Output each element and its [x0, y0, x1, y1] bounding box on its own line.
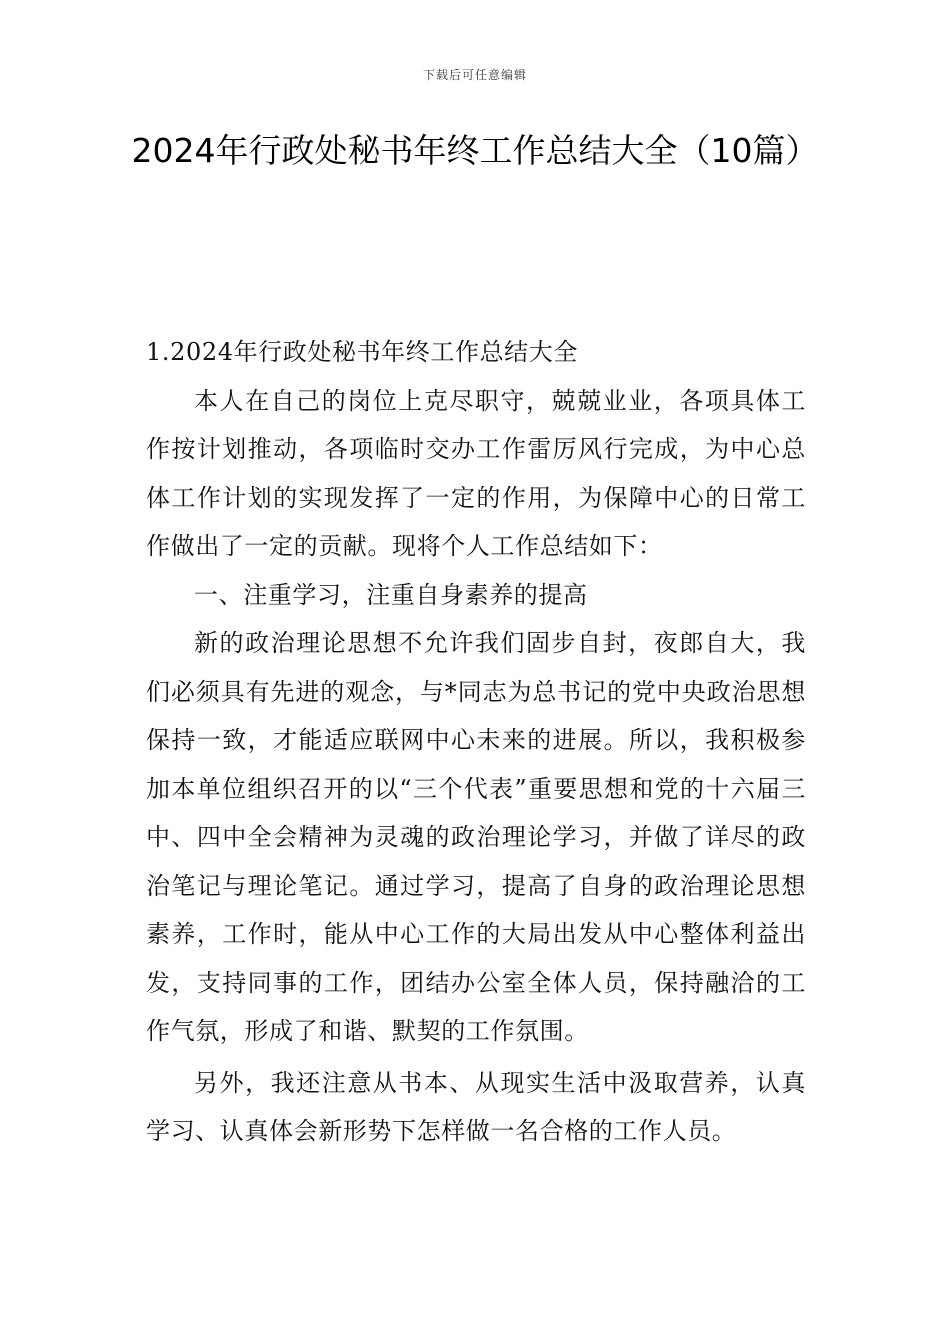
section-heading: 1.2024年行政处秘书年终工作总结大全 [146, 338, 578, 366]
paragraph-additional: 另外，我还注意从书本、从现实生活中汲取营养，认真学习、认真体会新形势下怎样做一名合格的工作人员。 [146, 1068, 806, 1145]
header-note: 下载后可任意编辑 [422, 68, 527, 82]
paragraph-study: 新的政治理论思想不允许我们固步自封，夜郎自大，我们必须具有先进的观念，与*同志为总书记的党中央政治思想保持一致，才能适应联网中心未来的进展。所以，我积极参加本单位组织召开的以“三个代表”重要思想和党的十六届三中、四中全会精神为灵魂的政治理论学习，并做了详尽的政治笔记与理论笔记。通过学习，提高了自身的政治理论思想素养，工作时，能从中心工作的大局出发从中心整体利益出发，支持同事的工作，团结办公室全体人员，保持融洽的工作气氛，形成了和谐、默契的工作氛围。 [146, 629, 806, 1045]
subheading-study: 一、注重学习，注重自身素养的提高 [194, 580, 588, 609]
document-title: 2024年行政处秘书年终工作总结大全（10篇） [131, 131, 819, 170]
paragraph-intro: 本人在自己的岗位上克尽职守，兢兢业业，各项具体工作按计划推动，各项临时交办工作雷厉风行完成，为中心总体工作计划的实现发挥了一定的作用，为保障中心的日常工作做出了一定的贡献。现将个人工作总结如下： [146, 386, 806, 560]
document-body [146, 328, 806, 1156]
